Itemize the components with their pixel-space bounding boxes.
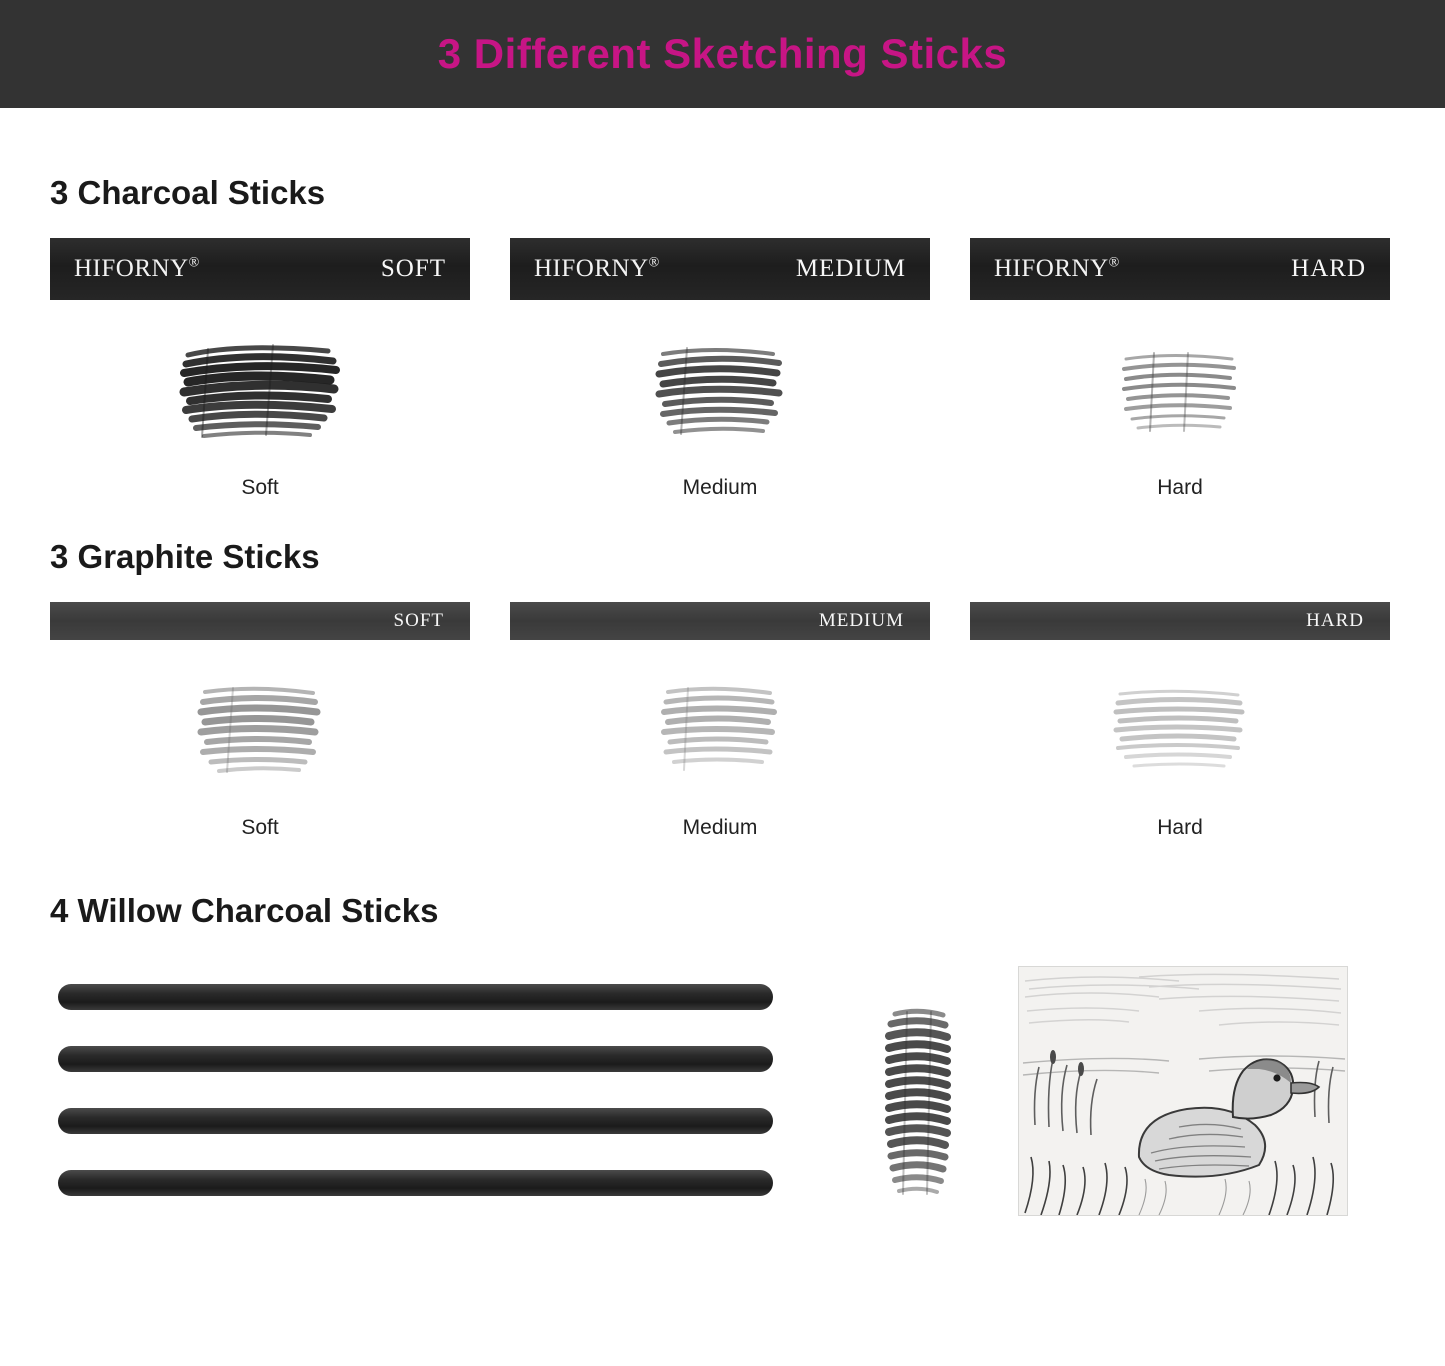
section-heading-graphite: 3 Graphite Sticks xyxy=(50,538,320,575)
scribble-willow-icon xyxy=(873,1006,963,1201)
grade-label: SOFT xyxy=(393,610,444,631)
graphite-item-medium xyxy=(510,602,930,840)
willow-stick xyxy=(58,1108,773,1134)
swatch-charcoal-hard xyxy=(970,314,1390,474)
grade-label: HARD xyxy=(1306,610,1364,631)
content-area xyxy=(0,174,1445,1216)
willow-stick xyxy=(58,1046,773,1072)
graphite-stick-row xyxy=(50,602,1395,840)
swatch-graphite-medium xyxy=(510,654,930,814)
graphite-stick-medium xyxy=(510,602,930,640)
graphite-stick-hard xyxy=(970,602,1390,640)
header-banner xyxy=(0,0,1445,108)
scribble-medium-charcoal-icon xyxy=(653,342,788,447)
swatch-charcoal-soft xyxy=(50,314,470,474)
swatch-graphite-soft xyxy=(50,654,470,814)
section-heading-willow: 4 Willow Charcoal Sticks xyxy=(50,892,439,929)
swatch-charcoal-medium xyxy=(510,314,930,474)
swatch-label: Hard xyxy=(1157,816,1203,839)
swatch-label: Medium xyxy=(682,476,758,499)
graphite-item-hard xyxy=(970,602,1390,840)
scribble-medium-graphite-icon xyxy=(658,682,783,787)
charcoal-item-hard xyxy=(970,238,1390,500)
charcoal-item-soft xyxy=(50,238,470,500)
duck-sketch-illustration xyxy=(1018,966,1348,1216)
willow-area xyxy=(50,966,1395,1216)
grade-label: MEDIUM xyxy=(795,255,906,282)
swatch-graphite-hard xyxy=(970,654,1390,814)
scribble-hard-charcoal-icon xyxy=(1118,347,1243,442)
charcoal-stick-row xyxy=(50,238,1395,500)
graphite-stick-soft xyxy=(50,602,470,640)
swatch-label: Soft xyxy=(241,476,279,499)
graphite-item-soft xyxy=(50,602,470,840)
scribble-hard-graphite-icon xyxy=(1110,684,1250,784)
grade-label: HARD xyxy=(1291,255,1366,282)
swatch-label: Medium xyxy=(682,816,758,839)
brand-label: HIFORNY® xyxy=(74,255,200,282)
duck-drawing-icon xyxy=(1019,967,1348,1216)
willow-stick-group xyxy=(58,966,788,1196)
willow-stick xyxy=(58,1170,773,1196)
grade-label: SOFT xyxy=(380,255,446,282)
scribble-soft-charcoal-icon xyxy=(178,337,343,452)
charcoal-stick-medium xyxy=(510,238,930,300)
charcoal-stick-soft xyxy=(50,238,470,300)
section-heading-charcoal: 3 Charcoal Sticks xyxy=(50,174,326,211)
charcoal-stick-hard xyxy=(970,238,1390,300)
page-title: 3 Different Sketching Sticks xyxy=(437,30,1008,77)
swatch-willow-charcoal xyxy=(873,1006,963,1206)
swatch-label: Soft xyxy=(241,816,279,839)
scribble-soft-graphite-icon xyxy=(195,682,325,787)
willow-stick xyxy=(58,984,773,1010)
brand-label: HIFORNY® xyxy=(534,255,660,282)
brand-label: HIFORNY® xyxy=(994,255,1120,282)
swatch-label: Hard xyxy=(1157,476,1203,499)
grade-label: MEDIUM xyxy=(818,610,904,631)
charcoal-item-medium xyxy=(510,238,930,500)
